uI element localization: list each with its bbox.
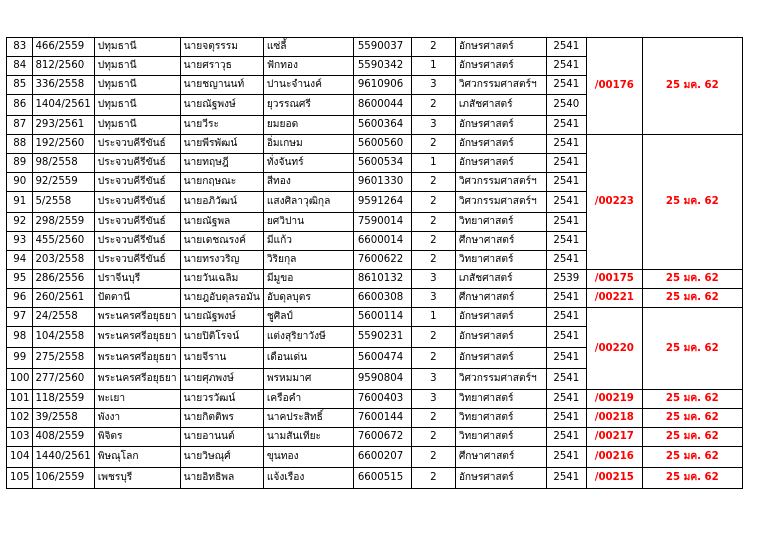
first-name-cell: นายชญานนท์ — [180, 76, 263, 95]
first-name-cell: นายทรงวริญ — [180, 251, 263, 270]
province-cell: พิษณุโลก — [94, 447, 180, 468]
year-cell: 2 — [411, 95, 455, 116]
year-cell: 2 — [411, 251, 455, 270]
case-number-cell: 104/2558 — [33, 327, 94, 348]
student-id-cell: 5600474 — [353, 348, 411, 369]
faculty-cell: วิศวกรรมศาสตร์ฯ — [455, 173, 546, 192]
reference-number-cell: /00221 — [586, 289, 642, 308]
row-number-cell: 104 — [7, 447, 33, 468]
last-name-cell: ขุนทอง — [263, 447, 353, 468]
last-name-cell: ปานะจำนงค์ — [263, 76, 353, 95]
entry-year-cell: 2541 — [546, 251, 586, 270]
student-id-cell: 6600308 — [353, 289, 411, 308]
case-number-cell: 336/2558 — [33, 76, 94, 95]
faculty-cell: วิศวกรรมศาสตร์ฯ — [455, 192, 546, 213]
first-name-cell: นายศราวุธ — [180, 57, 263, 76]
year-cell: 3 — [411, 289, 455, 308]
faculty-cell: วิทยาศาสตร์ — [455, 390, 546, 409]
first-name-cell: นายณัฐพล — [180, 213, 263, 232]
province-cell: ปราจีนบุรี — [94, 270, 180, 289]
last-name-cell: ฟักทอง — [263, 57, 353, 76]
last-name-cell: เดือนเด่น — [263, 348, 353, 369]
row-number-cell: 98 — [7, 327, 33, 348]
entry-year-cell: 2541 — [546, 57, 586, 76]
last-name-cell: ยศวิปาน — [263, 213, 353, 232]
table-row — [7, 308, 743, 327]
entry-year-cell: 2541 — [546, 213, 586, 232]
student-id-cell: 8610132 — [353, 270, 411, 289]
province-cell: ปัตตานี — [94, 289, 180, 308]
row-number-cell: 102 — [7, 409, 33, 428]
province-cell: พังงา — [94, 409, 180, 428]
student-id-cell: 5600560 — [353, 135, 411, 154]
first-name-cell: นายณัฐพงษ์ — [180, 308, 263, 327]
province-cell: พระนครศรีอยุธยา — [94, 369, 180, 390]
case-number-cell: 455/2560 — [33, 232, 94, 251]
issue-date-cell: 25 มค. 62 — [642, 390, 742, 409]
case-number-cell: 1404/2561 — [33, 95, 94, 116]
first-name-cell: นายจตุรรรม — [180, 38, 263, 57]
case-number-cell: 24/2558 — [33, 308, 94, 327]
year-cell: 3 — [411, 76, 455, 95]
table-row — [7, 390, 743, 409]
year-cell: 2 — [411, 232, 455, 251]
entry-year-cell: 2541 — [546, 76, 586, 95]
year-cell: 1 — [411, 308, 455, 327]
last-name-cell: แต่งสุริยาวังษี — [263, 327, 353, 348]
table-row — [7, 38, 743, 57]
province-cell: ประจวบคีรีขันธ์ — [94, 154, 180, 173]
faculty-cell: วิศวกรรมศาสตร์ฯ — [455, 76, 546, 95]
student-id-cell: 5590037 — [353, 38, 411, 57]
province-cell: ปทุมธานี — [94, 116, 180, 135]
year-cell: 2 — [411, 409, 455, 428]
entry-year-cell: 2541 — [546, 308, 586, 327]
reference-number-cell: /00217 — [586, 428, 642, 447]
entry-year-cell: 2541 — [546, 154, 586, 173]
case-number-cell: 192/2560 — [33, 135, 94, 154]
entry-year-cell: 2541 — [546, 289, 586, 308]
first-name-cell: นายวรวัฒน์ — [180, 390, 263, 409]
first-name-cell: นายปิติโรจน์ — [180, 327, 263, 348]
faculty-cell: ศึกษาศาสตร์ — [455, 232, 546, 251]
province-cell: พิจิตร — [94, 428, 180, 447]
province-cell: ประจวบคีรีขันธ์ — [94, 192, 180, 213]
row-number-cell: 88 — [7, 135, 33, 154]
student-id-cell: 7600144 — [353, 409, 411, 428]
faculty-cell: วิทยาศาสตร์ — [455, 213, 546, 232]
table-row — [7, 447, 743, 468]
issue-date-cell: 25 มค. 62 — [642, 447, 742, 468]
first-name-cell: นายฎอับดุลรอมัน — [180, 289, 263, 308]
faculty-cell: เภสัชศาสตร์ — [455, 270, 546, 289]
table-row — [7, 409, 743, 428]
year-cell: 2 — [411, 447, 455, 468]
student-id-cell: 6600014 — [353, 232, 411, 251]
faculty-cell: ศึกษาศาสตร์ — [455, 289, 546, 308]
entry-year-cell: 2541 — [546, 192, 586, 213]
row-number-cell: 86 — [7, 95, 33, 116]
reference-number-cell: /00176 — [586, 38, 642, 135]
table-row — [7, 270, 743, 289]
reference-number-cell: /00175 — [586, 270, 642, 289]
first-name-cell: นายกิตติพร — [180, 409, 263, 428]
reference-number-cell: /00216 — [586, 447, 642, 468]
year-cell: 2 — [411, 428, 455, 447]
entry-year-cell: 2541 — [546, 348, 586, 369]
faculty-cell: อักษรศาสตร์ — [455, 348, 546, 369]
student-id-cell: 7600672 — [353, 428, 411, 447]
row-number-cell: 92 — [7, 213, 33, 232]
faculty-cell: วิศวกรรมศาสตร์ฯ — [455, 369, 546, 390]
row-number-cell: 100 — [7, 369, 33, 390]
student-id-cell: 7600403 — [353, 390, 411, 409]
year-cell: 2 — [411, 213, 455, 232]
faculty-cell: อักษรศาสตร์ — [455, 468, 546, 489]
last-name-cell: ชูศิลป์ — [263, 308, 353, 327]
student-id-cell: 6600515 — [353, 468, 411, 489]
case-number-cell: 286/2556 — [33, 270, 94, 289]
faculty-cell: อักษรศาสตร์ — [455, 116, 546, 135]
row-number-cell: 103 — [7, 428, 33, 447]
case-number-cell: 812/2560 — [33, 57, 94, 76]
entry-year-cell: 2541 — [546, 369, 586, 390]
province-cell: เพชรบุรี — [94, 468, 180, 489]
province-cell: พระนครศรีอยุธยา — [94, 308, 180, 327]
case-number-cell: 260/2561 — [33, 289, 94, 308]
province-cell: พระนครศรีอยุธยา — [94, 327, 180, 348]
row-number-cell: 94 — [7, 251, 33, 270]
student-id-cell: 7590014 — [353, 213, 411, 232]
last-name-cell: วิริยกุล — [263, 251, 353, 270]
issue-date-cell: 25 มค. 62 — [642, 468, 742, 489]
province-cell: ปทุมธานี — [94, 95, 180, 116]
case-number-cell: 293/2561 — [33, 116, 94, 135]
case-number-cell: 277/2560 — [33, 369, 94, 390]
last-name-cell: สีทอง — [263, 173, 353, 192]
last-name-cell: แซ่ลี้ — [263, 38, 353, 57]
case-number-cell: 298/2559 — [33, 213, 94, 232]
province-cell: ประจวบคีรีขันธ์ — [94, 173, 180, 192]
faculty-cell: วิทยาศาสตร์ — [455, 409, 546, 428]
faculty-cell: เภสัชศาสตร์ — [455, 95, 546, 116]
case-number-cell: 5/2558 — [33, 192, 94, 213]
row-number-cell: 96 — [7, 289, 33, 308]
row-number-cell: 89 — [7, 154, 33, 173]
first-name-cell: นายจีราน — [180, 348, 263, 369]
issue-date-cell: 25 มค. 62 — [642, 135, 742, 270]
table-row — [7, 428, 743, 447]
entry-year-cell: 2541 — [546, 428, 586, 447]
row-number-cell: 95 — [7, 270, 33, 289]
records-body — [7, 38, 743, 489]
last-name-cell: นาคประสิทธิ์ — [263, 409, 353, 428]
first-name-cell: นายศุภพงษ์ — [180, 369, 263, 390]
reference-number-cell: /00215 — [586, 468, 642, 489]
row-number-cell: 85 — [7, 76, 33, 95]
reference-number-cell: /00219 — [586, 390, 642, 409]
case-number-cell: 1440/2561 — [33, 447, 94, 468]
year-cell: 2 — [411, 38, 455, 57]
row-number-cell: 90 — [7, 173, 33, 192]
entry-year-cell: 2541 — [546, 447, 586, 468]
entry-year-cell: 2541 — [546, 468, 586, 489]
row-number-cell: 91 — [7, 192, 33, 213]
province-cell: พะเยา — [94, 390, 180, 409]
student-id-cell: 5600114 — [353, 308, 411, 327]
case-number-cell: 106/2559 — [33, 468, 94, 489]
first-name-cell: นายวีระ — [180, 116, 263, 135]
case-number-cell: 39/2558 — [33, 409, 94, 428]
year-cell: 3 — [411, 270, 455, 289]
last-name-cell: เครือคำ — [263, 390, 353, 409]
table-row — [7, 289, 743, 308]
student-id-cell: 5590342 — [353, 57, 411, 76]
case-number-cell: 275/2558 — [33, 348, 94, 369]
entry-year-cell: 2540 — [546, 95, 586, 116]
case-number-cell: 203/2558 — [33, 251, 94, 270]
year-cell: 2 — [411, 173, 455, 192]
student-id-cell: 7600622 — [353, 251, 411, 270]
case-number-cell: 98/2558 — [33, 154, 94, 173]
issue-date-cell: 25 มค. 62 — [642, 409, 742, 428]
first-name-cell: นายวิษณุศ์ — [180, 447, 263, 468]
student-id-cell: 5600534 — [353, 154, 411, 173]
row-number-cell: 101 — [7, 390, 33, 409]
first-name-cell: นายเดชณรงค์ — [180, 232, 263, 251]
student-id-cell: 8600044 — [353, 95, 411, 116]
last-name-cell: ทั่งจันทร์ — [263, 154, 353, 173]
case-number-cell: 408/2559 — [33, 428, 94, 447]
entry-year-cell: 2541 — [546, 116, 586, 135]
student-id-cell: 5590231 — [353, 327, 411, 348]
last-name-cell: พรหมมาศ — [263, 369, 353, 390]
first-name-cell: นายกฤษณะ — [180, 173, 263, 192]
entry-year-cell: 2541 — [546, 135, 586, 154]
last-name-cell: อิ่มเกษม — [263, 135, 353, 154]
year-cell: 2 — [411, 348, 455, 369]
entry-year-cell: 2541 — [546, 38, 586, 57]
first-name-cell: นายอิทธิพล — [180, 468, 263, 489]
faculty-cell: อักษรศาสตร์ — [455, 38, 546, 57]
faculty-cell: อักษรศาสตร์ — [455, 154, 546, 173]
case-number-cell: 92/2559 — [33, 173, 94, 192]
row-number-cell: 97 — [7, 308, 33, 327]
row-number-cell: 105 — [7, 468, 33, 489]
faculty-cell: ศึกษาศาสตร์ — [455, 447, 546, 468]
reference-number-cell: /00223 — [586, 135, 642, 270]
entry-year-cell: 2539 — [546, 270, 586, 289]
province-cell: พระนครศรีอยุธยา — [94, 348, 180, 369]
entry-year-cell: 2541 — [546, 232, 586, 251]
first-name-cell: นายทฤษฎี — [180, 154, 263, 173]
student-id-cell: 6600207 — [353, 447, 411, 468]
year-cell: 2 — [411, 192, 455, 213]
issue-date-cell: 25 มค. 62 — [642, 270, 742, 289]
row-number-cell: 84 — [7, 57, 33, 76]
first-name-cell: นายวันเฉลิม — [180, 270, 263, 289]
row-number-cell: 83 — [7, 38, 33, 57]
issue-date-cell: 25 มค. 62 — [642, 428, 742, 447]
student-id-cell: 9590804 — [353, 369, 411, 390]
issue-date-cell: 25 มค. 62 — [642, 38, 742, 135]
province-cell: ประจวบคีรีขันธ์ — [94, 135, 180, 154]
year-cell: 2 — [411, 135, 455, 154]
province-cell: ปทุมธานี — [94, 57, 180, 76]
faculty-cell: วิทยาศาสตร์ — [455, 428, 546, 447]
province-cell: ประจวบคีรีขันธ์ — [94, 213, 180, 232]
year-cell: 1 — [411, 57, 455, 76]
faculty-cell: อักษรศาสตร์ — [455, 308, 546, 327]
year-cell: 2 — [411, 327, 455, 348]
first-name-cell: นายณัฐพงษ์ — [180, 95, 263, 116]
case-number-cell: 118/2559 — [33, 390, 94, 409]
entry-year-cell: 2541 — [546, 173, 586, 192]
province-cell: ประจวบคีรีขันธ์ — [94, 251, 180, 270]
province-cell: ปทุมธานี — [94, 38, 180, 57]
year-cell: 3 — [411, 116, 455, 135]
last-name-cell: แสงศิลาวุฒิกุล — [263, 192, 353, 213]
province-cell: ประจวบคีรีขันธ์ — [94, 232, 180, 251]
first-name-cell: นายอภิวัฒน์ — [180, 192, 263, 213]
records-table — [6, 37, 743, 489]
reference-number-cell: /00218 — [586, 409, 642, 428]
faculty-cell: อักษรศาสตร์ — [455, 57, 546, 76]
last-name-cell: แจ้งเรือง — [263, 468, 353, 489]
last-name-cell: ยมยอด — [263, 116, 353, 135]
table-row — [7, 135, 743, 154]
row-number-cell: 93 — [7, 232, 33, 251]
year-cell: 3 — [411, 369, 455, 390]
year-cell: 1 — [411, 154, 455, 173]
student-id-cell: 9601330 — [353, 173, 411, 192]
student-id-cell: 9591264 — [353, 192, 411, 213]
faculty-cell: วิทยาศาสตร์ — [455, 251, 546, 270]
entry-year-cell: 2541 — [546, 409, 586, 428]
province-cell: ปทุมธานี — [94, 76, 180, 95]
last-name-cell: นามสันเทียะ — [263, 428, 353, 447]
case-number-cell: 466/2559 — [33, 38, 94, 57]
reference-number-cell: /00220 — [586, 308, 642, 390]
year-cell: 2 — [411, 468, 455, 489]
year-cell: 3 — [411, 390, 455, 409]
first-name-cell: นายอานนต์ — [180, 428, 263, 447]
last-name-cell: มีมูขอ — [263, 270, 353, 289]
last-name-cell: มีแก้ว — [263, 232, 353, 251]
student-id-cell: 5600364 — [353, 116, 411, 135]
table-row — [7, 468, 743, 489]
faculty-cell: อักษรศาสตร์ — [455, 327, 546, 348]
issue-date-cell: 25 มค. 62 — [642, 308, 742, 390]
row-number-cell: 99 — [7, 348, 33, 369]
last-name-cell: อับดุลบุตร — [263, 289, 353, 308]
student-id-cell: 9610906 — [353, 76, 411, 95]
faculty-cell: อักษรศาสตร์ — [455, 135, 546, 154]
issue-date-cell: 25 มค. 62 — [642, 289, 742, 308]
entry-year-cell: 2541 — [546, 390, 586, 409]
row-number-cell: 87 — [7, 116, 33, 135]
last-name-cell: ยุวรรณศรี — [263, 95, 353, 116]
entry-year-cell: 2541 — [546, 327, 586, 348]
first-name-cell: นายพีรพัฒน์ — [180, 135, 263, 154]
